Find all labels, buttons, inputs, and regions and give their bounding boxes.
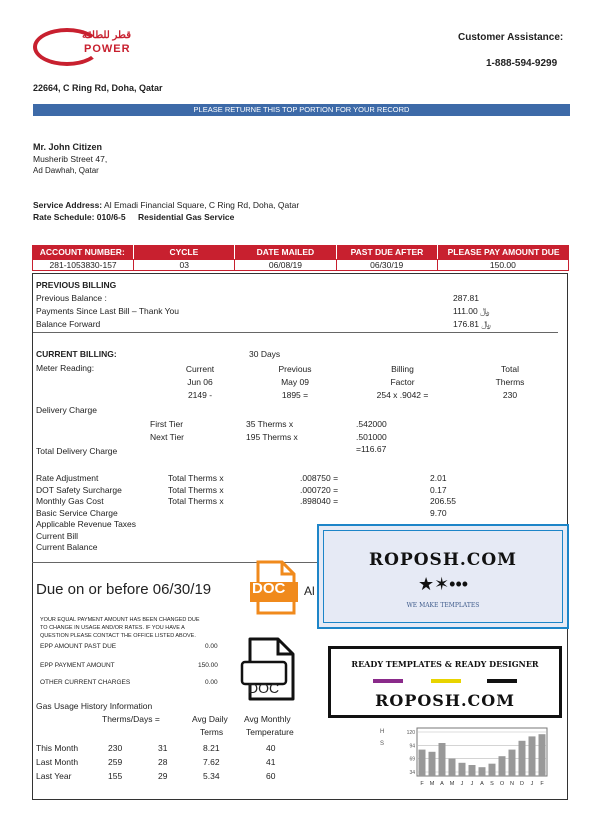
watermark-promo-box (317, 524, 569, 629)
history-row-label: This Month (36, 743, 79, 753)
chart-month-label: A (440, 781, 444, 787)
factor-head: Factor (390, 377, 415, 387)
prev-row-value: 287.81 (453, 293, 479, 303)
watermark-banner (328, 646, 562, 718)
chart-month-label: F (540, 781, 544, 787)
chart-tick-label: 34 (409, 770, 415, 776)
watermark-tagline: WE MAKE TEMPLATES (406, 602, 480, 609)
axis-letter-h: H (380, 729, 385, 735)
chart-bar (529, 736, 536, 776)
delivery-charge-label: Delivery Charge (36, 405, 97, 415)
total-head: Total (501, 364, 519, 374)
account-values (32, 259, 569, 271)
notice-text (40, 616, 255, 640)
history-header: Avg Daily (192, 714, 228, 724)
chart-month-label: F (420, 781, 424, 787)
history-cell: 41 (266, 757, 276, 767)
chart-bar (539, 734, 546, 776)
service-address: Al Emadi Financial Square, C Ring Rd, Doha, Qatar (104, 200, 300, 210)
charges-labels (36, 473, 136, 554)
customer-city: Ad Dawhah, Qatar (33, 166, 99, 175)
current-head: Current (185, 364, 215, 374)
epp-value: 0.00 (205, 643, 218, 650)
chart-month-label: A (480, 781, 484, 787)
history-title: Gas Usage History Information (36, 701, 153, 711)
chart-month-label: J (530, 781, 534, 787)
history-temp (266, 741, 275, 783)
chart-bar (419, 750, 426, 776)
chart-month-label: M (429, 781, 435, 787)
return-banner: PLEASE RETURNE THIS TOP PORTION FOR YOUR RECORD (33, 104, 570, 116)
prev-row-value: 111.00 ﷼ (453, 306, 490, 316)
chart-bar (469, 765, 476, 776)
total-therms-col (485, 363, 535, 402)
company-address: 22664, C Ring Rd, Doha, Qatar (33, 83, 163, 93)
notice-line: QUESTION PLEASE CONTACT THE OFFICE LISTED ABOVE. (40, 633, 196, 639)
chart-month-label: D (520, 781, 524, 787)
account-value-cell: 06/30/19 (337, 260, 438, 270)
chart-bar (439, 743, 446, 776)
tier2-therms: 195 Therms x (246, 432, 298, 442)
epp-value: 0.00 (205, 679, 218, 686)
epp-label: OTHER CURRENT CHARGES (40, 679, 131, 686)
rate-schedule-type: Residential Gas Service (138, 212, 235, 222)
chart-month-label: N (510, 781, 514, 787)
charge-label: Monthly Gas Cost (36, 496, 104, 506)
charges-basis (168, 473, 224, 508)
previous-value: 1895 = (281, 390, 309, 400)
watermark-banner-text: READY TEMPLATES & READY DESIGNER (351, 659, 539, 669)
charge-amount: 9.70 (430, 507, 447, 518)
meter-reading-label: Meter Reading: (36, 363, 95, 373)
chart-bar (449, 758, 456, 776)
charges-rates (300, 473, 338, 508)
factor-value: 254 x .9042 = (376, 390, 429, 400)
charge-label: Basic Service Charge (36, 507, 118, 518)
chart-bar (489, 764, 496, 776)
account-header (32, 245, 569, 259)
history-cell: 5.34 (203, 771, 220, 781)
customer-name: Mr. John Citizen (33, 142, 103, 152)
previous-reading-col (265, 363, 325, 402)
divider (33, 332, 558, 333)
billing-factor-col (350, 363, 455, 402)
prev-row-label: Payments Since Last Bill – Thank You (36, 306, 180, 316)
assistance-title: Customer Assistance: (458, 32, 564, 43)
history-header2: Terms (200, 727, 224, 737)
axis-letter-s: S (380, 741, 385, 747)
prev-row-value: 176.81 ﷼ (453, 319, 491, 329)
customer-street: Musherib Street 47, (33, 154, 108, 164)
chart-bar (429, 752, 436, 776)
tier1-label: First Tier (150, 419, 184, 429)
charge-basis: Total Therms x (168, 473, 224, 483)
account-value-cell: 281-1053830-157 (33, 260, 134, 270)
history-row-label: Last Month (36, 757, 79, 767)
usage-bar-chart (395, 724, 555, 790)
tier1-rate: .542000 (356, 419, 387, 429)
charge-label: DOT Safety Surcharge (36, 484, 122, 495)
service-address-label: Service Address: (33, 200, 103, 210)
stars-icon: ★✶••• (417, 574, 469, 594)
tier1-therms: 35 Therms x (246, 419, 294, 429)
color-bar-yellow (431, 679, 461, 683)
history-cell: 7.62 (203, 757, 220, 767)
chart-bar (479, 767, 486, 776)
service-address-line (33, 200, 299, 210)
logo-arabic: قطر للطاقة (82, 30, 132, 41)
charge-label: Current Bill (36, 530, 79, 541)
history-cell: 8.21 (203, 743, 220, 753)
charge-label: Rate Adjustment (36, 473, 99, 483)
doc-label: DOC (252, 580, 286, 597)
color-bar-black (487, 679, 517, 683)
history-cell: 29 (158, 771, 168, 781)
rate-schedule: 010/6-5 (96, 212, 126, 222)
history-therms (108, 741, 122, 783)
charge-amount: 206.55 (430, 496, 456, 506)
watermark-site2: ROPOSH.COM (375, 691, 515, 710)
charge-amount: 0.17 (430, 484, 447, 495)
previous-date: May 09 (281, 377, 309, 387)
charge-rate: .898040 = (300, 496, 339, 506)
due-date-heading: Due on or before 06/30/19 (36, 581, 212, 598)
therms-head: Therms (495, 377, 525, 387)
account-value-cell: 03 (134, 260, 235, 270)
chart-bar (509, 750, 516, 776)
epp-value: 150.00 (198, 662, 218, 669)
prev-row-label: Previous Balance : (36, 293, 107, 303)
watermark-site: ROPOSH.COM (369, 550, 517, 570)
history-days (158, 741, 167, 783)
chart-month-label: M (449, 781, 455, 787)
account-value-cell: 06/08/19 (235, 260, 336, 270)
billing-days: 30 Days (249, 349, 281, 359)
history-cell: 155 (108, 771, 123, 781)
chart-month-label: S (490, 781, 494, 787)
notice-line: TO CHANGE IN USAGE AND/OR RATES. IF YOU HAVE A (40, 625, 185, 631)
charge-amount: 2.01 (430, 473, 447, 483)
prev-row-label: Balance Forward (36, 319, 101, 329)
chart-month-label: J (460, 781, 464, 787)
epp-label: EPP AMOUNT PAST DUE (40, 643, 117, 650)
total-delivery-label: Total Delivery Charge (36, 446, 118, 456)
history-header: Therms/Days = (102, 714, 160, 724)
history-header: Avg Monthly (244, 714, 291, 724)
current-billing-title: CURRENT BILLING: (36, 349, 117, 359)
account-header-cell: DATE MAILED (235, 245, 337, 259)
history-cell: 31 (158, 743, 168, 753)
epp-label: EPP PAYMENT AMOUNT (40, 662, 115, 669)
rate-schedule-line (33, 212, 234, 222)
total-delivery-value: =116.67 (356, 444, 387, 454)
history-row-label: Last Year (36, 771, 72, 781)
charge-basis: Total Therms x (168, 484, 224, 495)
assistance-phone: 1-888-594-9299 (486, 58, 558, 69)
history-cell: 259 (108, 757, 123, 767)
chart-bar (499, 756, 506, 776)
history-cell: 230 (108, 743, 123, 753)
history-labels (36, 741, 78, 783)
charges-amounts (430, 473, 456, 519)
due-suffix: Al (304, 584, 315, 598)
account-header-cell: CYCLE (134, 245, 236, 259)
charge-rate: .008750 = (300, 473, 339, 483)
previous-head: Previous (278, 364, 312, 374)
charge-label: Applicable Revenue Taxes (36, 519, 137, 529)
color-bar-purple (373, 679, 403, 683)
doc-outline-label: DOC (248, 680, 280, 696)
chart-tick-label: 69 (409, 756, 415, 763)
charge-rate: .000720 = (300, 484, 339, 495)
chart-bar (459, 763, 466, 776)
history-cell: 28 (158, 757, 168, 767)
rate-schedule-label: Rate Schedule: (33, 212, 95, 222)
logo-name: POWER (84, 43, 131, 55)
chart-tick-label: 94 (409, 743, 415, 750)
current-reading-col (175, 363, 225, 402)
tier2-label: Next Tier (150, 432, 185, 442)
charge-basis: Total Therms x (168, 496, 224, 506)
billing-head: Billing (391, 364, 414, 374)
current-date: Jun 06 (187, 377, 213, 387)
tier2-rate: .501000 (356, 432, 387, 442)
history-cell: 60 (266, 771, 276, 781)
current-balance-label: Current Balance (36, 542, 98, 552)
current-value: 2149 - (187, 390, 213, 400)
history-cell: 40 (266, 743, 276, 753)
history-avg-daily (203, 741, 220, 783)
history-header2: Temperature (246, 727, 294, 737)
previous-billing-title: PREVIOUS BILLING (36, 280, 117, 290)
therms-value: 230 (502, 390, 518, 400)
notice-line: YOUR EQUAL PAYMENT AMOUNT HAS BEEN CHANGED DUE (40, 617, 200, 623)
chart-bar (519, 741, 526, 776)
chart-month-label: O (499, 781, 505, 787)
chart-tick-label: 120 (406, 730, 415, 736)
account-value-cell: 150.00 (489, 260, 516, 270)
chart-month-label: J (470, 781, 474, 787)
account-header-cell: ACCOUNT NUMBER: (32, 245, 134, 259)
account-header-cell: PLEASE PAY AMOUNT DUE (447, 247, 560, 257)
account-header-cell: PAST DUE AFTER (337, 245, 439, 259)
